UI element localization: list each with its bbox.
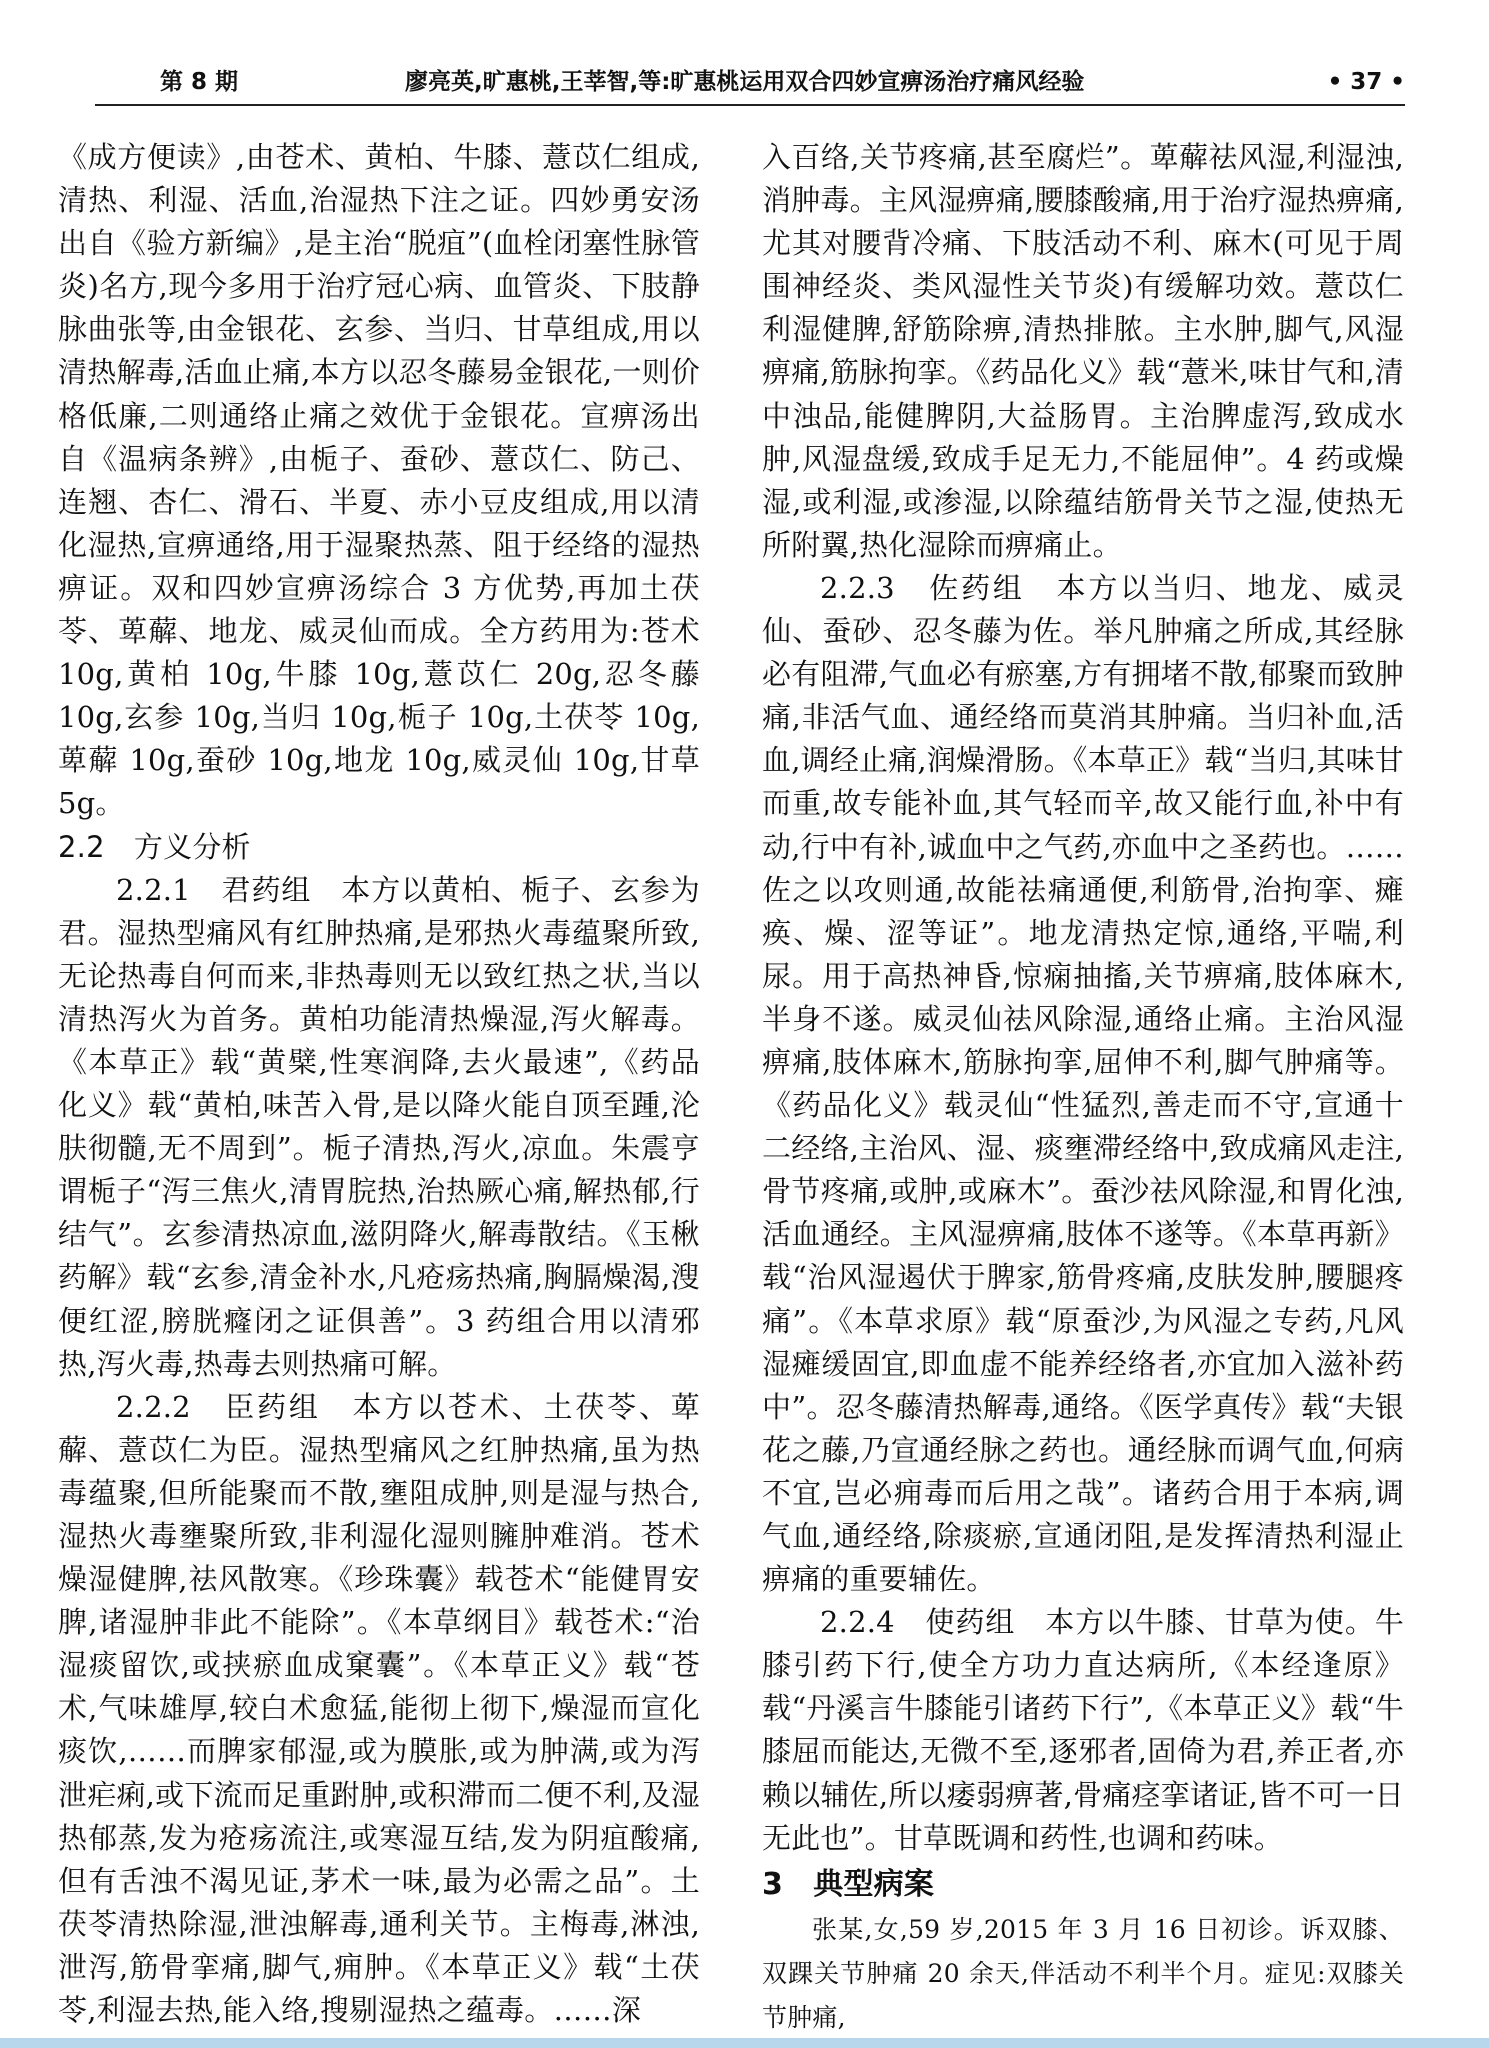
section-heading-2-2: 2.2 方义分析 [58, 829, 251, 864]
left-column [58, 136, 700, 2032]
running-title: 廖亮英,旷惠桃,王莘智,等:旷惠桃运用双合四妙宣痹汤治疗痛风经验 [405, 69, 1085, 95]
right-column [762, 136, 1404, 2040]
page-number: • 37 • [1327, 69, 1405, 95]
paragraph-2-2-2: 2.2.2 臣药组 本方以苍术、土茯苓、萆薢、薏苡仁为臣。湿热型痛风之红肿热痛,虽为热毒蕴聚,但所能聚而不散,壅阻成肿,则是湿与热合,湿热火毒壅聚所致,非利湿化湿则臃肿难消。苍术燥湿健脾,祛风散寒。《珍珠囊》载苍术“能健胃安脾,诸湿肿非此不能除”。《本草纲目》载苍术:“治湿痰留饮,或挟瘀血成窠囊”。《本草正义》载“苍术,气味雄厚,较白术愈猛,能彻上彻下,燥湿而宣化痰饮,……而脾家郁湿,或为膜胀,或为肿满,或为泻泄疟痢,或下流而足重跗肿,或积滞而二便不利,及湿热郁蒸,发为疮疡流注,或寒湿互结,发为阴疽酸痛,但有舌浊不渴见证,茅术一味,最为必需之品”。土茯苓清热除湿,泄浊解毒,通利关节。主梅毒,淋浊,泄泻,筋骨挛痛,脚气,痈肿。《本草正义》载“土茯苓,利湿去热,能入络,搜剔湿热之蕴毒。……深 [58, 1389, 700, 2028]
case-paragraph: 张某,女,59 岁,2015 年 3 月 16 日初诊。诉双膝、双踝关节肿痛 20 余天,伴活动不利半个月。症见:双膝关节肿痛, [762, 1914, 1404, 2032]
paragraph-2-2-3: 2.2.3 佐药组 本方以当归、地龙、威灵仙、蚕砂、忍冬藤为佐。举凡肿痛之所成,其经脉必有阻滞,气血必有瘀塞,方有拥堵不散,郁聚而致肿痛,非活气血、通经络而莫消其肿痛。当归补血,活血,调经止痛,润燥滑肠。《本草正》载“当归,其味甘而重,故专能补血,其气轻而辛,故又能行血,补中有动,行中有补,诚血中之气药,亦血中之圣药也。……佐之以攻则通,故能祛痛通便,利筋骨,治拘挛、瘫痪、燥、涩等证”。地龙清热定惊,通络,平喘,利尿。用于高热神昏,惊痫抽搐,关节痹痛,肢体麻木,半身不遂。威灵仙祛风除湿,通络止痛。主治风湿痹痛,肢体麻木,筋脉拘挛,屈伸不利,脚气肿痛等。《药品化义》载灵仙“性猛烈,善走而不守,宣通十二经络,主治风、湿、痰壅滞经络中,致成痛风走注,骨节疼痛,或肿,或麻木”。蚕沙祛风除湿,和胃化浊,活血通经。主风湿痹痛,肢体不遂等。《本草再新》载“治风湿遏伏于脾家,筋骨疼痛,皮肤发肿,腰腿疼痛”。《本草求原》载“原蚕沙,为风湿之专药,凡风湿瘫缓固宜,即血虚不能养经络者,亦宜加入滋补药中”。忍冬藤清热解毒,通络。《医学真传》载“夫银花之藤,乃宣通经脉之药也。通经脉而调气血,何病不宜,岂必痈毒而后用之哉”。诸药合用于本病,调气血,通经络,除痰瘀,宣通闭阻,是发挥清热利湿止痹痛的重要辅佐。 [762, 570, 1404, 1597]
issue-number: 第 8 期 [160, 69, 239, 95]
paragraph-2-2-1: 2.2.1 君药组 本方以黄柏、栀子、玄参为君。湿热型痛风有红肿热痛,是邪热火毒蕴聚所致,无论热毒自何而来,非热毒则无以致红热之状,当以清热泻火为首务。黄柏功能清热燥湿,泻火解毒。《本草正》载“黄檗,性寒润降,去火最速”,《药品化义》载“黄柏,味苦入骨,是以降火能自顶至踵,沦肤彻髓,无不周到”。栀子清热,泻火,凉血。朱震亨谓栀子“泻三焦火,清胃脘热,治热厥心痛,解热郁,行结气”。玄参清热凉血,滋阴降火,解毒散结。《玉楸药解》载“玄参,清金补水,凡疮疡热痛,胸膈燥渴,溲便红涩,膀胱癃闭之证俱善”。3 药组合用以清邪热,泻火毒,热毒去则热痛可解。 [58, 872, 701, 1381]
bottom-bar [0, 2038, 1489, 2048]
header-rule [95, 104, 1405, 106]
paragraph-formula-origin: 《成方便读》,由苍术、黄柏、牛膝、薏苡仁组成,清热、利湿、活血,治湿热下注之证。四妙勇安汤出自《验方新编》,是主治“脱疽”(血栓闭塞性脉管炎)名方,现今多用于治疗冠心病、血管炎、下肢静脉曲张等,由金银花、玄参、当归、甘草组成,用以清热解毒,活血止痛,本方以忍冬藤易金银花,一则价格低廉,二则通络止痛之效优于金银花。宣痹汤出自《温病条辨》,由栀子、蚕砂、薏苡仁、防己、连翘、杏仁、滑石、半夏、赤小豆皮组成,用以清化湿热,宣痹通络,用于湿聚热蒸、阻于经络的湿热痹证。双和四妙宣痹汤综合 3 方优势,再加土茯苓、萆薢、地龙、威灵仙而成。全方药用为:苍术 10g,黄柏 10g,牛膝 10g,薏苡仁 20g,忍冬藤 10g,玄参 10g,当归 10g,栀子 10g,土茯苓 10g,萆薢 10g,蚕砂 10g,地龙 10g,威灵仙 10g,甘草 5g。 [58, 140, 700, 821]
section-heading-3: 3 典型病案 [762, 1866, 935, 1902]
paragraph-continued: 入百络,关节疼痛,甚至腐烂”。萆薢祛风湿,利湿浊,消肿毒。主风湿痹痛,腰膝酸痛,用于治疗湿热痹痛,尤其对腰背冷痛、下肢活动不利、麻木(可见于周围神经炎、类风湿性关节炎)有缓解功效。薏苡仁利湿健脾,舒筋除痹,清热排脓。主水肿,脚气,风湿痹痛,筋脉拘挛。《药品化义》载“薏米,味甘气和,清中浊品,能健脾阴,大益肠胃。主治脾虚泻,致成水肿,风湿盘缓,致成手足无力,不能屈伸”。4 药或燥湿,或利湿,或渗湿,以除蕴结筋骨关节之湿,使热无所附翼,热化湿除而痹痛止。 [762, 140, 1404, 562]
running-header [95, 62, 1405, 102]
paragraph-2-2-4: 2.2.4 使药组 本方以牛膝、甘草为使。牛膝引药下行,使全方功力直达病所,《本经逢原》载“丹溪言牛膝能引诸药下行”,《本草正义》载“牛膝屈而能达,无微不至,逐邪者,固倚为君,养正者,亦赖以辅佐,所以痿弱痹著,骨痛痉挛诸证,皆不可一日无此也”。甘草既调和药性,也调和药味。 [762, 1605, 1404, 1855]
